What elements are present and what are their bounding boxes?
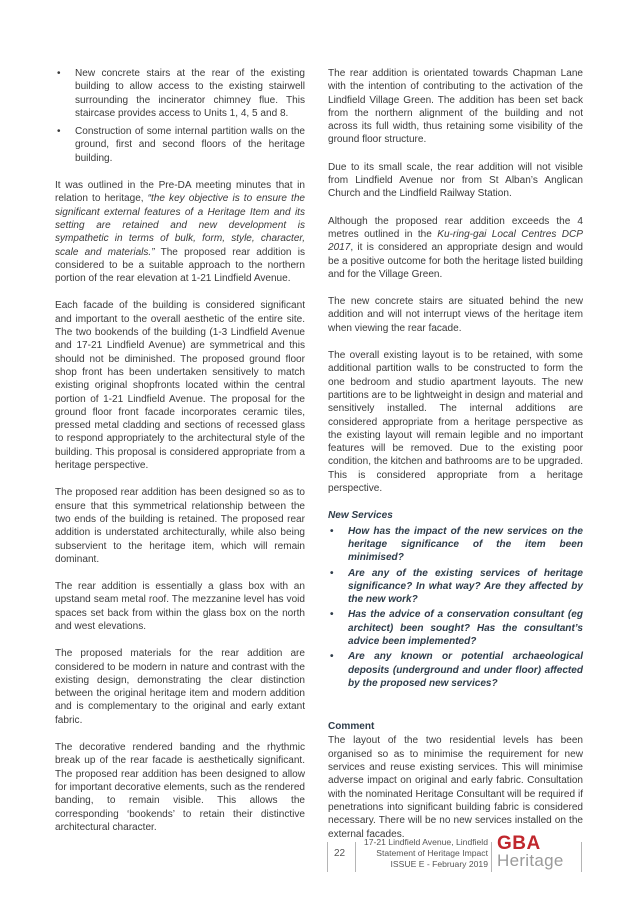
- dcp-paragraph: Although the proposed rear addition exceeds the 4 metres outlined in the Ku-ring-gai Local Centres DCP 2017, it is considered an appropriate design and would be a positive outcome for both the heritage listed building and for the Village Green.: [328, 215, 583, 280]
- visibility-paragraph: Due to its small scale, the rear addition will not visible from Lindfield Avenue nor from St Alban’s Anglican Church and the Lindfield Railway Station.: [328, 161, 583, 200]
- works-bullet-list: [55, 67, 305, 165]
- dcp-title: Ku-ring-gai Local Centres DCP 2017: [328, 228, 583, 254]
- page-number: 22: [334, 848, 346, 859]
- footer-divider: [327, 842, 328, 872]
- project-address: 17-21 Lindfield Avenue, Lindfield: [363, 837, 488, 847]
- footer-divider: [355, 842, 356, 872]
- list-item: • Are any known or potential archaeological deposits (underground and under floor) affected by the proposed new services?: [330, 651, 583, 689]
- facade-paragraph: Each facade of the building is considered significant and important to the overall aesthetic of the entire site. The two bookends of the building (1-3 Lindfield Avenue and 17-21 Lindfield Avenue) are symmetrical and this should not be diminished. The proposed ground floor shop front has been undertaken sensitively to match existing original shopfronts located within the central portion of 1-21 Lindfield Avenue. The proposal for the ground floor front facade incorporates ceramic tiles, pressed metal cladding and sections of recessed glass to respond appropriately to the architectural style of the building. This proposal is considered appropriate from a heritage perspective.: [55, 300, 305, 472]
- list-item: • New concrete stairs at the rear of the existing building to allow access to the existing stairwell surrounding the incinerator chimney flue. This staircase provides access to Units 1, 4, 5 and 8.: [57, 68, 305, 119]
- footer-divider: [491, 842, 492, 872]
- document-title: Statement of Heritage Impact: [376, 848, 488, 858]
- bullet-icon: •: [330, 651, 334, 663]
- page-footer: [0, 833, 637, 876]
- bullet-icon: •: [57, 126, 61, 138]
- footer-divider: [581, 842, 582, 872]
- services-question-list: [328, 525, 583, 691]
- pre-da-quote: “the key objective is to ensure the significant external features of a Heritage Item and its setting are retained and new development is sympathetic in terms of bulk, form, style, character, scale and materials.”: [55, 193, 306, 258]
- bullet-icon: •: [330, 567, 334, 579]
- banding-paragraph: The decorative rendered banding and the rhythmic break up of the rear facade is aesthetically significant. The proposed rear addition has been designed to allow for important decorative elements, such as the rendered banding, to remain visible. This allows the corresponding ‘bookends’ to retain their distinctive architectural character.: [55, 742, 305, 833]
- stairs-paragraph: The new concrete stairs are situated behind the new addition and will not interrupt views of the heritage item when viewing the rear facade.: [328, 296, 583, 334]
- document-info: [360, 837, 488, 870]
- glass-box-paragraph: The rear addition is essentially a glass box with an upstand seam metal roof. The mezzanine level has void spaces set back from within the glass box on the north and west elevations.: [55, 581, 305, 632]
- logo-heritage-text: Heritage: [497, 851, 564, 870]
- layout-paragraph: The overall existing layout is to be retained, with some additional partition walls to be constructed to form the one bedroom and studio apartment layouts. The new partitions are to be lightweight in design and material and sensitively installed. The internal additions are considered appropriate from a heritage perspective as the existing layout will remain legible and no important features will be removed. Due to the existing poor condition, the kitchen and bathrooms are to be upgraded. This is considered appropriate from a heritage perspective.: [328, 350, 583, 495]
- pre-da-paragraph: It was outlined in the Pre-DA meeting minutes that in relation to heritage, “the key objective is to ensure the significant external features of a Heritage Item and its setting are retained and new development is sympathetic in terms of bulk, form, style, character, scale and materials.” The proposed rear addition is considered to be a suitable approach to the northern portion of the rear elevation at 1-21 Lindfield Avenue.: [55, 180, 306, 285]
- materials-paragraph: The proposed materials for the rear addition are considered to be modern in nature and contrast with the existing design, demonstrating the clear distinction between the original heritage item and modern addition and is complementary to the original and early extant fabric.: [55, 648, 305, 726]
- orientation-paragraph: The rear addition is orientated towards Chapman Lane with the intention of contributing to the activation of the Lindfield Village Green. The addition has been set back from the northern alignment of the building and not across its full width, thus retaining some visibility of the ground floor structure.: [328, 68, 583, 146]
- bullet-icon: •: [330, 525, 334, 537]
- bullet-icon: •: [330, 609, 334, 621]
- new-services-heading: New Services: [328, 510, 393, 522]
- issue-date: ISSUE E - February 2019: [390, 859, 488, 869]
- gba-heritage-logo: [497, 833, 567, 872]
- comment-heading: Comment: [328, 721, 375, 733]
- list-item: • How has the impact of the new services on the heritage significance of the item been minimised?: [330, 525, 583, 564]
- comment-paragraph: The layout of the two residential levels has been organised so as to minimise the requirement for new services and reuse existing services. This will minimise adverse impact on original and early fabric. Consultation with the nominated Heritage Consultant will be required if penetrations into significant building fabric is considered necessary. There will be no new services installed on the external facades.: [328, 735, 583, 840]
- left-column: [55, 67, 305, 848]
- bullet-icon: •: [57, 68, 61, 79]
- logo-gba-text: GBA: [497, 833, 541, 854]
- symmetry-paragraph: The proposed rear addition has been designed so as to ensure that this symmetrical relationship between the two ends of the building is retained. The proposed rear addition is understated architecturally, while also being subservient to the heritage item, which will remain dominant.: [55, 487, 305, 565]
- list-item: • Has the advice of a conservation consultant (eg architect) been sought? Has the consultant’s advice been implemented?: [330, 609, 583, 647]
- list-item: • Are any of the existing services of heritage significance? In what way? Are they affected by the new work?: [330, 567, 583, 606]
- list-item: • Construction of some internal partition walls on the ground, first and second floors of the heritage building.: [57, 126, 305, 164]
- right-column: [328, 67, 583, 855]
